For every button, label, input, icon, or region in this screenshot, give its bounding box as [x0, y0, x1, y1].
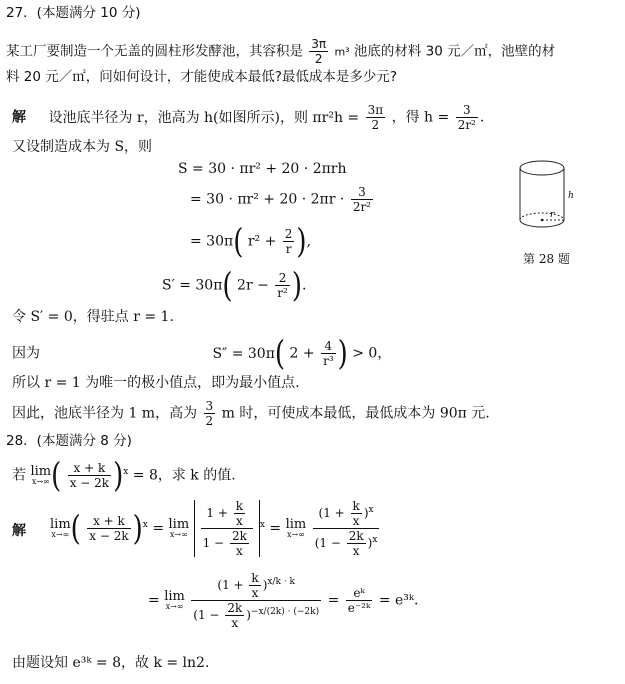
q28-eq1-bracket: 1 + $\frac{k}{x}$ 1 − $\frac{2k}{x}$: [194, 500, 260, 557]
q27-line4-frac-den: r³: [323, 354, 334, 368]
q27-eq4-frac: [275, 272, 290, 299]
q27-eq3-frac: [283, 228, 295, 255]
q27-solution-line5: 所以 r = 1 为唯一的极小值点，即为最小值点.: [12, 375, 300, 391]
q27-problem-line1: [6, 38, 555, 65]
q27-line4-frac: [321, 340, 336, 367]
q27-solve-label: 解: [12, 109, 26, 126]
cylinder-figure: [512, 150, 592, 250]
cylinder-label-h: h: [568, 191, 574, 201]
q27-eq3-frac-den: r: [285, 242, 292, 256]
q27-line1-frac1-num: 3π: [367, 103, 384, 117]
q27-solution-line2: 又设制造成本为 S，则: [12, 139, 153, 155]
q27-eq4-text-a: S′ = 30π: [162, 277, 223, 294]
q27-line1-frac1: [366, 104, 386, 131]
q27-line4-eq: S″ = 30π: [212, 345, 275, 362]
q27-solution-line1: 解 设池底半径为 r，池高为 h(如图所示)，则 πr²h = $\frac{3\pi}{2}$ ，得 h = $\frac{3}{\text{2r²}}$ .: [12, 103, 485, 132]
q28-problem-text-b: = 8，求 k 的值.: [132, 467, 236, 484]
q27-line1-text-a: 设池底半径为 r，池高为 h(如图所示)，则 πr²h =: [48, 109, 360, 126]
q27-eq2: [190, 186, 375, 213]
q28-conclusion: 由题设知 e³ᵏ = 8，故 k = ln2.: [12, 655, 210, 671]
q28-eq1-frac: $\frac{x + k}{x - 2k}$: [89, 514, 129, 543]
q27-line4-text-c: > 0，: [352, 345, 392, 362]
cylinder-label-r: r: [550, 210, 555, 220]
q27-eq3-frac-num: 2: [284, 227, 293, 241]
q28-solve-label: 解: [12, 523, 26, 539]
q27-eq3: = 30π( r² + $\frac{2}{r}$ ),: [190, 222, 312, 261]
q28-header: 28．(本题满分 8 分): [6, 433, 132, 449]
q28-problem-frac-den: x − 2k: [69, 476, 110, 490]
q28-problem-text-a: 若: [12, 467, 26, 484]
q27-volume-unit: m³: [334, 45, 350, 59]
q28-eq2: = lim x→∞ (1 + $\frac{k}{x}$ )$^{x/k \cdot k}$ (1 − $\frac{2k}{x}$ )$^{-x/(2k) \cdot (-2k)}$ = $\frac{\text{eᵏ}}{\text{e⁻²ᵏ}}$ = e³ᵏ.: [148, 571, 419, 630]
q27-eq4-text-b: 2r −: [237, 277, 269, 294]
cylinder-top-ellipse: [520, 161, 564, 175]
q28-problem-pow: x: [123, 466, 129, 477]
q27-line1-frac1-den: 2: [371, 118, 380, 132]
q27-line6-text-b: m 时，可使成本最低，最低成本为 90π 元.: [221, 405, 490, 422]
q27-eq4: S′ = 30π( 2r − $\frac{2}{\text{r²}}$ ).: [162, 266, 307, 305]
q27-eq1: S = 30 · πr² + 20 · 2πrh: [178, 161, 347, 177]
q28-eq2-res-frac: $\frac{\text{eᵏ}}{\text{e⁻²ᵏ}}$: [347, 586, 371, 615]
q27-eq4-frac-num: 2: [275, 272, 290, 286]
q27-eq3-text-b: r² +: [247, 233, 277, 250]
q27-solution-line6: [12, 400, 490, 427]
q27-eq3-text-a: = 30π: [190, 233, 234, 250]
q27-line6-frac: [204, 400, 216, 427]
q27-problem-text-b: 池底的材料 30 元／㎡，池壁的材: [353, 43, 556, 60]
q28-problem-frac-num: x + k: [68, 462, 111, 476]
q27-volume-num: 3π: [311, 37, 327, 51]
q27-eq4-frac-den: r²: [277, 286, 288, 300]
q28-problem-lim-word: lim: [30, 464, 52, 479]
q27-eq2-text: = 30 · πr² + 20 · 2πr ·: [190, 191, 345, 208]
q27-eq2-frac: [351, 186, 373, 213]
q27-line4-frac-num: 4: [321, 340, 336, 354]
cylinder-center-dot: [541, 219, 544, 222]
q27-header: 27．(本题满分 10 分): [6, 5, 141, 21]
q27-problem-text-a: 某工厂要制造一个无盖的圆柱形发酵池，其容积是: [6, 43, 303, 60]
q27-line1-text-b: ，得 h =: [391, 109, 450, 126]
figure-caption: 第 28 题: [523, 252, 570, 266]
q27-line6-text-a: 因此，池底半径为 1 m，高为: [12, 405, 198, 422]
q27-line6-frac-num: 3: [205, 399, 214, 413]
q28-eq1: lim x→∞ ( $\frac{x + k}{x - 2k}$ )$^x$ = lim x→∞ 1 + $\frac{k}{x}$ 1 − $\frac{2k}{x}$ $^x$ = lim x→∞ (1 + $\frac{k}{x}$ )$^x$ (1 − $\frac{2k}{x}$ )$^x$: [50, 499, 378, 558]
q28-problem-frac: [68, 462, 111, 489]
q28-problem-lim: [30, 465, 51, 486]
q27-line1-frac2-num: 3: [456, 104, 478, 118]
q27-line4-text-b: 2 +: [289, 345, 315, 362]
q27-problem-line2: 料 20 元／㎡，问如何设计，才能使成本最低?最低成本是多少元?: [6, 69, 398, 85]
q27-line6-frac-den: 2: [205, 414, 214, 428]
q27-line1-frac2: [456, 104, 478, 131]
q28-eq1-lim-a: lim x→∞: [50, 517, 71, 539]
q28-eq2-frac: (1 + $\frac{k}{x}$ )$^{x/k \cdot k}$ (1 − $\frac{2k}{x}$ )$^{-x/(2k) \cdot (-2k)}$: [193, 571, 320, 630]
q27-line4-text-a: 因为: [12, 345, 40, 362]
q27-volume-fraction: [309, 38, 328, 65]
q28-eq1-frac-c: (1 + $\frac{k}{x}$ )$^x$ (1 − $\frac{2k}{x}$ )$^x$: [314, 499, 378, 558]
q27-volume-den: 2: [314, 52, 323, 66]
q27-eq2-frac-num: 3: [351, 186, 373, 200]
q27-eq2-frac-den: 2r²: [352, 200, 371, 214]
q28-eq1-lim-b: lim x→∞: [168, 517, 190, 539]
q28-problem: 若 lim x→∞ ( $\frac{x + k}{x - 2k}$ )$^x$ = 8，求 k 的值.: [12, 456, 236, 495]
q28-problem-lim-sub: x→∞: [31, 477, 50, 486]
q28-eq1-lim-c: lim x→∞: [285, 517, 307, 539]
q28-eq2-lim: lim x→∞: [164, 589, 185, 611]
q27-solution-line3: 令 S′ = 0，得驻点 r = 1.: [12, 309, 174, 325]
q27-solution-line4: 因为 S″ = 30π( 2 + $\frac{4}{\text{r³}}$ ) > 0，: [12, 334, 392, 373]
q27-line1-frac2-den: 2r²: [457, 118, 476, 132]
